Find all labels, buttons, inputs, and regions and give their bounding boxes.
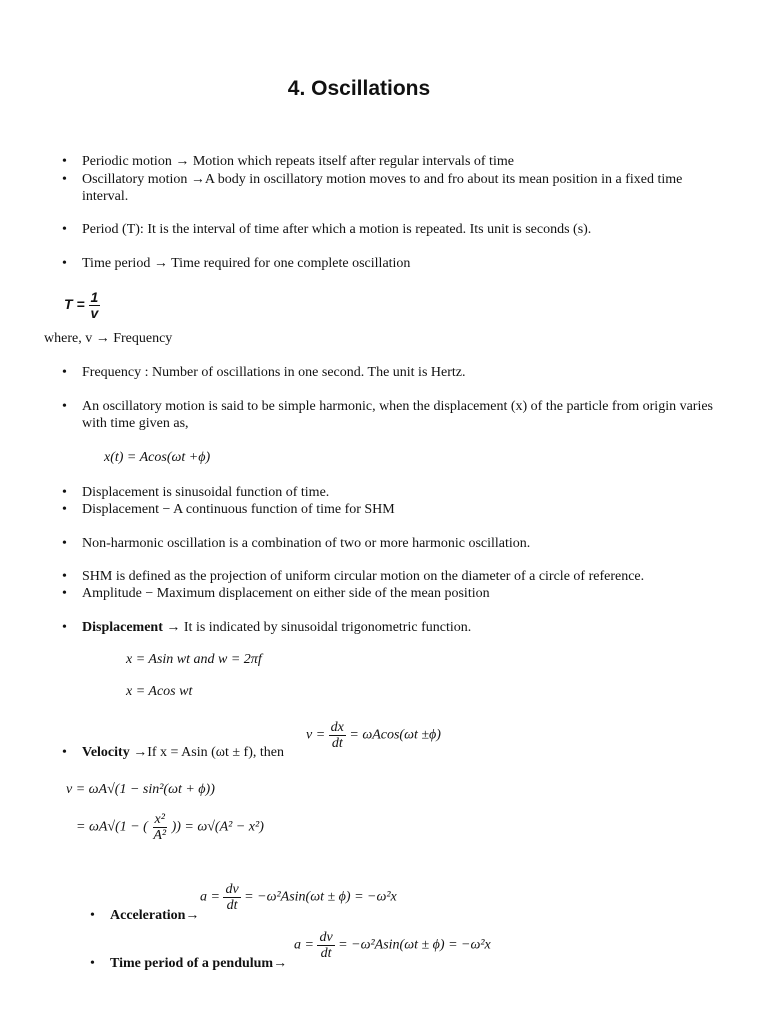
list-item: [62, 171, 702, 205]
list-item: [62, 585, 490, 602]
where-text: where, v → Frequency: [44, 331, 173, 346]
velocity-formula: [306, 720, 441, 751]
formula-part: = ωA√(1 − (: [76, 819, 148, 835]
list-item: [62, 568, 644, 585]
bullet-text: • Frequency : Number of oscillations in one second. The unit is Hertz.: [82, 365, 466, 380]
bullet-text: • Periodic motion → Motion which repeats itself after regular intervals of time: [82, 154, 514, 169]
formula-lhs: v =: [306, 727, 326, 743]
pendulum-formula: [294, 930, 491, 961]
fraction: [223, 882, 240, 913]
formula-part: )) = ω√(A² − x²): [171, 819, 264, 835]
bullet-text: • SHM is defined as the projection of uniform circular motion on the diameter of a circle of reference.: [82, 569, 645, 584]
velocity-derivation-1: v = ωA√(1 − sin²(ωt + ϕ)): [66, 782, 215, 797]
fraction: [151, 812, 168, 843]
bullet-text: • Displacement − A continuous function of time for SHM: [82, 502, 395, 517]
fraction: [89, 290, 101, 321]
list-item: [62, 153, 514, 170]
formula-rhs: = −ω²Asin(ωt ± ϕ) = −ω²x: [338, 937, 491, 953]
list-item: [62, 619, 471, 636]
sin-equation: x = Asin wt and w = 2πf: [126, 652, 262, 667]
bullet-text: • Displacement is sinusoidal function of time.: [82, 485, 330, 500]
list-item: [90, 907, 199, 924]
denominator: v: [90, 305, 99, 321]
bullet-label: Velocity: [82, 745, 130, 760]
denominator: dt: [331, 736, 343, 751]
bullet-text: • An oscillatory motion is said to be simple harmonic, when the displacement (x) of the particle from origin varies with time given as,: [82, 399, 714, 431]
bullet-text: →If x = Asin (ωt ± f), then: [129, 745, 284, 760]
formula-rhs: = −ω²Asin(ωt ± ϕ) = −ω²x: [244, 889, 397, 905]
numerator: dv: [319, 930, 333, 945]
denominator: A²: [153, 828, 167, 843]
bullet-label: Acceleration→: [110, 908, 200, 923]
bullet-text: • Oscillatory motion →A body in oscillatory motion moves to and fro about its mean position in a fixed time interval.: [82, 172, 683, 204]
displacement-equation: x(t) = Acos(ωt +ϕ): [104, 450, 211, 465]
list-item: [62, 484, 329, 501]
denominator: dt: [320, 946, 332, 961]
list-item: [62, 398, 722, 432]
bullet-text: • Period (T): It is the interval of time after which a motion is repeated. Its unit is seconds (s).: [82, 222, 592, 237]
period-formula: [64, 290, 100, 321]
acceleration-formula: [200, 882, 397, 913]
list-item: [90, 955, 287, 972]
formula-lhs: T =: [64, 296, 85, 313]
bullet-text: • Non-harmonic oscillation is a combination of two or more harmonic oscillation.: [82, 536, 531, 551]
bullet-label: Displacement: [82, 620, 163, 635]
fraction: [329, 720, 346, 751]
numerator: dx: [330, 720, 344, 735]
list-item: [62, 255, 410, 272]
numerator: x²: [154, 812, 165, 827]
denominator: dt: [226, 898, 238, 913]
formula-lhs: a =: [200, 889, 220, 905]
bullet-label: Time period of a pendulum→: [110, 956, 288, 971]
list-item: [62, 364, 466, 381]
list-item: [62, 221, 591, 238]
list-item: [62, 501, 395, 518]
list-item: [62, 535, 530, 552]
numerator: 1: [90, 289, 99, 305]
bullet-text: • Time period → Time required for one complete oscillation: [82, 256, 411, 271]
page-title: 4. Oscillations: [287, 77, 431, 100]
cos-equation: x = Acos wt: [126, 684, 193, 699]
bullet-text: • Amplitude − Maximum displacement on either side of the mean position: [82, 586, 490, 601]
numerator: dv: [225, 882, 239, 897]
velocity-derivation-2: [76, 812, 264, 843]
list-item: [62, 744, 284, 761]
bullet-text: → It is indicated by sinusoidal trigonometric function.: [162, 620, 472, 635]
formula-rhs: = ωAcos(ωt ±ϕ): [349, 727, 441, 743]
formula-lhs: a =: [294, 937, 314, 953]
fraction: [317, 930, 334, 961]
